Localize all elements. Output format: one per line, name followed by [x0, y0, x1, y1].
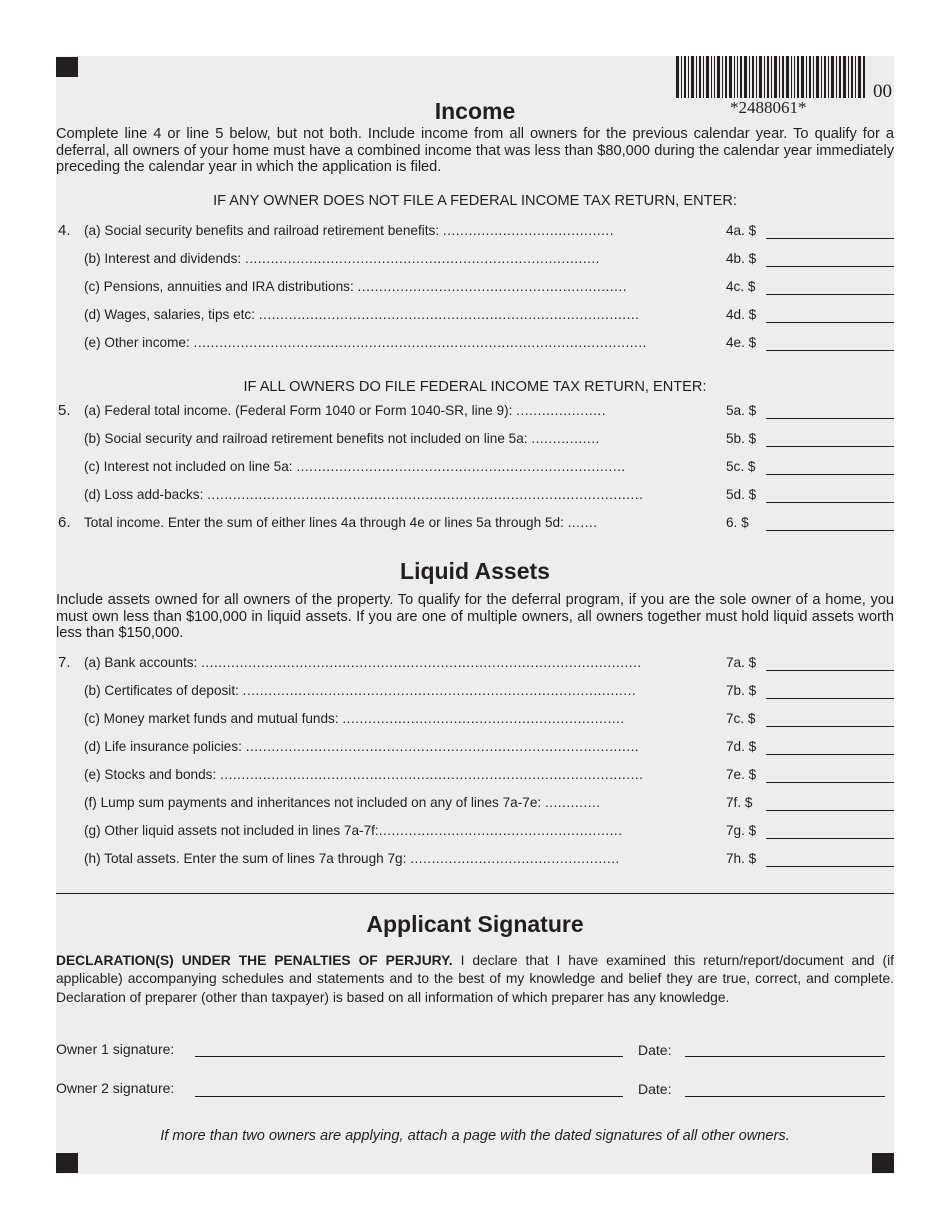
leader-dots: ...................................................................................................... [207, 487, 644, 502]
form-line [56, 655, 894, 675]
form-line [56, 431, 894, 451]
line-text: (d) Life insurance policies: [84, 739, 246, 754]
owner1-signature-label: Owner 1 signature: [56, 1041, 175, 1057]
form-line [56, 403, 894, 423]
amount-entry-field[interactable] [766, 754, 894, 755]
line-description [84, 279, 670, 294]
leader-dots: ............................................................................................ [242, 683, 637, 698]
leader-dots: .................................................................. [342, 711, 625, 726]
form-line [56, 251, 894, 271]
income-title: Income [434, 98, 516, 124]
line-text: (e) Other income: [84, 335, 194, 350]
line-text: (d) Wages, salaries, tips etc: [84, 307, 259, 322]
line-code: 7b. $ [726, 683, 757, 698]
form-line [56, 739, 894, 759]
line-text: (d) Loss add-backs: [84, 487, 208, 502]
liquid-assets-title: Liquid Assets [400, 558, 550, 584]
line-description [84, 795, 670, 810]
line-code: 5b. $ [726, 431, 757, 446]
line-text: (b) Certificates of deposit: [84, 683, 243, 698]
line-code: 7e. $ [726, 767, 757, 782]
amount-entry-field[interactable] [766, 350, 894, 351]
form-line [56, 711, 894, 731]
line-description [84, 223, 670, 238]
barcode [676, 56, 866, 98]
owner2-signature-field[interactable] [195, 1096, 623, 1097]
leader-dots: ....................................................................................................... [201, 655, 642, 670]
form-line [56, 279, 894, 299]
line-code: 7g. $ [726, 823, 757, 838]
amount-entry-field[interactable] [766, 698, 894, 699]
registration-mark-bottom-right [872, 1153, 894, 1173]
no-return-heading: IF ANY OWNER DOES NOT FILE A FEDERAL INCOME TAX RETURN, ENTER: [213, 193, 737, 209]
owner1-signature-field[interactable] [195, 1056, 623, 1057]
amount-entry-field[interactable] [766, 294, 894, 295]
form-line [56, 223, 894, 243]
form-line [56, 487, 894, 507]
form-line [56, 515, 894, 535]
leader-dots: ............. [544, 795, 601, 810]
line-text: (a) Federal total income. (Federal Form 1040 or Form 1040-SR, line 9): [84, 403, 517, 418]
line-code: 5d. $ [726, 487, 757, 502]
line-code: 6. $ [726, 515, 749, 530]
line-description [84, 335, 670, 350]
line-description [84, 683, 670, 698]
income-intro: Complete line 4 or line 5 below, but not both. Include income from all owners for the previous calendar year. To qualify for a deferral, all owners of your home must have a combined income that was less than $80,000 during the calendar year immediately preceding the calendar year in which the application is filed. [56, 126, 894, 175]
form-line [56, 335, 894, 355]
line-code: 7a. $ [726, 655, 757, 670]
line-description [84, 655, 670, 670]
line-number: 4. [58, 222, 71, 239]
amount-entry-field[interactable] [766, 502, 894, 503]
owner2-date-label: Date: [638, 1081, 672, 1097]
line-description [84, 251, 670, 266]
owner1-date-field[interactable] [685, 1056, 885, 1057]
declaration-text: I declare that I have examined this return/report/document and (if applicable) accompanying schedules and statements and to the best of my knowledge and belief they are true, correct, and complete. Declaration of preparer (other than taxpayer) is based on all information of which preparer has any knowledge. [56, 953, 894, 1005]
line-description [84, 307, 670, 322]
form-line [56, 823, 894, 843]
owner2-signature-label: Owner 2 signature: [56, 1080, 175, 1096]
line-code: 7f. $ [726, 795, 753, 810]
line-description [84, 459, 670, 474]
amount-entry-field[interactable] [766, 866, 894, 867]
declaration [56, 952, 894, 1007]
amount-entry-field[interactable] [766, 322, 894, 323]
line-code: 4b. $ [726, 251, 757, 266]
amount-entry-field[interactable] [766, 810, 894, 811]
line-text: (c) Pensions, annuities and IRA distributions: [84, 279, 358, 294]
line-description [84, 823, 670, 838]
barcode-text: *2488061* [730, 98, 807, 117]
line-description [84, 431, 670, 446]
line-description [84, 515, 670, 530]
form-line [56, 767, 894, 787]
line-code: 5c. $ [726, 459, 756, 474]
amount-entry-field[interactable] [766, 266, 894, 267]
line-description [84, 403, 670, 418]
line-number: 7. [58, 654, 71, 671]
line-code: 5a. $ [726, 403, 757, 418]
line-text: (e) Stocks and bonds: [84, 767, 221, 782]
registration-mark-top-left [56, 57, 78, 77]
line-number: 5. [58, 402, 71, 419]
amount-entry-field[interactable] [766, 782, 894, 783]
form-line [56, 795, 894, 815]
leader-dots: .......................................................................................................... [193, 335, 647, 350]
line-number: 6. [58, 514, 71, 531]
owner2-date-field[interactable] [685, 1096, 885, 1097]
line-text: (b) Social security and railroad retirement benefits not included on line 5a: [84, 431, 532, 446]
declaration-heading: DECLARATION(S) UNDER THE PENALTIES OF PERJURY. [56, 953, 453, 968]
footer-note: If more than two owners are applying, attach a page with the dated signatures of all other owners. [160, 1128, 790, 1144]
line-text: (c) Interest not included on line 5a: [84, 459, 297, 474]
line-code: 4d. $ [726, 307, 757, 322]
amount-entry-field[interactable] [766, 838, 894, 839]
leader-dots: ......................................................................................... [258, 307, 640, 322]
form-line [56, 307, 894, 327]
leader-dots: ............................................................... [357, 279, 627, 294]
leader-dots: ......................................................... [378, 823, 623, 838]
line-code: 7h. $ [726, 851, 757, 866]
line-description [84, 739, 670, 754]
amount-entry-field[interactable] [766, 418, 894, 419]
signature-title: Applicant Signature [366, 911, 584, 937]
owner1-date-label: Date: [638, 1042, 672, 1058]
section-divider [56, 893, 894, 894]
barcode-bars [676, 56, 866, 98]
return-heading: IF ALL OWNERS DO FILE FEDERAL INCOME TAX RETURN, ENTER: [243, 379, 707, 395]
leader-dots: ................................................................................... [244, 251, 600, 266]
line-text: Total income. Enter the sum of either lines 4a through 4e or lines 5a through 5d: [84, 515, 568, 530]
amount-entry-field[interactable] [766, 446, 894, 447]
leader-dots: ........................................ [442, 223, 614, 238]
line-text: (b) Interest and dividends: [84, 251, 245, 266]
line-text: (g) Other liquid assets not included in lines 7a-7f: [84, 823, 379, 838]
amount-entry-field[interactable] [766, 238, 894, 239]
line-code: 4a. $ [726, 223, 757, 238]
line-code: 4e. $ [726, 335, 757, 350]
leader-dots: ............................................................................. [296, 459, 626, 474]
form-line [56, 683, 894, 703]
liquid-assets-intro: Include assets owned for all owners of the property. To qualify for the deferral program, if you are the sole owner of a home, you must own less than $100,000 in liquid assets. If you are one of multiple owners, all owners together must hold liquid assets worth less than $150,000. [56, 592, 894, 641]
line-code: 7c. $ [726, 711, 756, 726]
form-line [56, 459, 894, 479]
leader-dots: ................................................. [410, 851, 620, 866]
line-text: (a) Bank accounts: [84, 655, 202, 670]
barcode-suffix: 00 [873, 81, 892, 102]
registration-mark-bottom-left [56, 1153, 78, 1173]
line-code: 4c. $ [726, 279, 756, 294]
leader-dots: ............................................................................................ [245, 739, 640, 754]
line-text: (h) Total assets. Enter the sum of lines 7a through 7g: [84, 851, 411, 866]
line-text: (c) Money market funds and mutual funds: [84, 711, 343, 726]
leader-dots: ................ [531, 431, 600, 446]
line-text: (a) Social security benefits and railroad retirement benefits: [84, 223, 443, 238]
amount-entry-field[interactable] [766, 670, 894, 671]
amount-entry-field[interactable] [766, 530, 894, 531]
leader-dots: ................................................................................................... [220, 767, 644, 782]
line-description [84, 487, 670, 502]
line-code: 7d. $ [726, 739, 757, 754]
amount-entry-field[interactable] [766, 726, 894, 727]
amount-entry-field[interactable] [766, 474, 894, 475]
leader-dots: ....... [567, 515, 598, 530]
leader-dots: ..................... [516, 403, 606, 418]
line-text: (f) Lump sum payments and inheritances not included on any of lines 7a-7e: [84, 795, 545, 810]
form-line [56, 851, 894, 871]
line-description [84, 767, 670, 782]
line-description [84, 711, 670, 726]
line-description [84, 851, 670, 866]
